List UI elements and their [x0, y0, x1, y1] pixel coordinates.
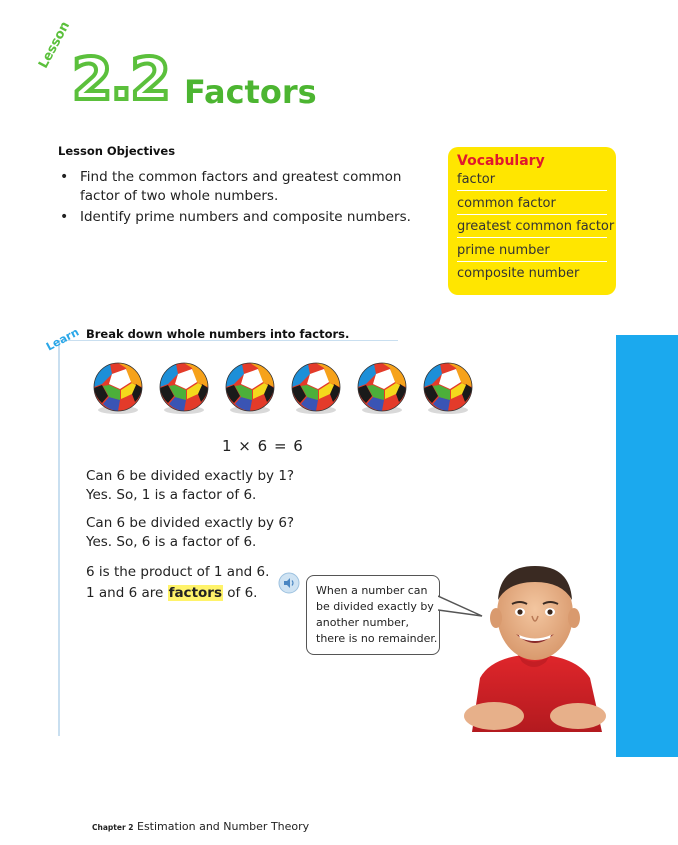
vocabulary-heading: Vocabulary [457, 153, 545, 169]
objective-item: • Identify prime numbers and composite numbers. [58, 208, 418, 227]
soccer-ball-icon [288, 360, 344, 416]
factors-line [86, 584, 257, 603]
learn-heading: Break down whole numbers into factors. [86, 327, 350, 341]
vocabulary-item-common-factor: common factor [457, 196, 607, 215]
factors-line-after: of 6. [223, 585, 258, 601]
factors-line-before: 1 and 6 are [86, 585, 168, 601]
vocabulary-box [448, 147, 616, 295]
objectives-heading: Lesson Objectives [58, 144, 176, 158]
product-line: 6 is the product of 1 and 6. [86, 564, 270, 580]
answer-1: Yes. So, 1 is a factor of 6. [86, 487, 257, 503]
objectives-list [58, 168, 418, 229]
soccer-ball-icon [420, 360, 476, 416]
soccer-ball-icon [222, 360, 278, 416]
question-2: Can 6 be divided exactly by 6? [86, 515, 295, 531]
soccer-ball-icon [156, 360, 212, 416]
boy-illustration [462, 556, 608, 732]
footer-chapter: Chapter 2 [92, 823, 134, 832]
side-color-bar [616, 335, 678, 757]
learn-side-rule [58, 340, 60, 736]
lesson-title: Factors [184, 73, 317, 111]
objective-item: • Find the common factors and greatest common factor of two whole numbers. [58, 168, 418, 206]
answer-2: Yes. So, 6 is a factor of 6. [86, 534, 257, 550]
speaker-icon[interactable] [278, 572, 300, 594]
footer-title: Estimation and Number Theory [137, 820, 310, 833]
lesson-number: 2.2 [72, 45, 169, 113]
soccer-ball-icon [354, 360, 410, 416]
vocabulary-item-greatest-common-factor: greatest common factor [457, 219, 607, 238]
soccer-ball-icon [90, 360, 146, 416]
lesson-word: Lesson [36, 19, 74, 72]
equation: 1 × 6 = 6 [222, 437, 304, 455]
vocabulary-item-factor: factor [457, 172, 607, 191]
vocabulary-item-composite-number: composite number [457, 266, 580, 281]
learn-word: Learn [44, 325, 82, 354]
speech-bubble [306, 575, 440, 655]
vocabulary-item-prime-number: prime number [457, 243, 607, 262]
factors-highlight: factors [168, 585, 222, 601]
speech-bubble-text: When a number can be divided exactly by another number, there is no remainder. [316, 584, 438, 645]
question-1: Can 6 be divided exactly by 1? [86, 468, 295, 484]
